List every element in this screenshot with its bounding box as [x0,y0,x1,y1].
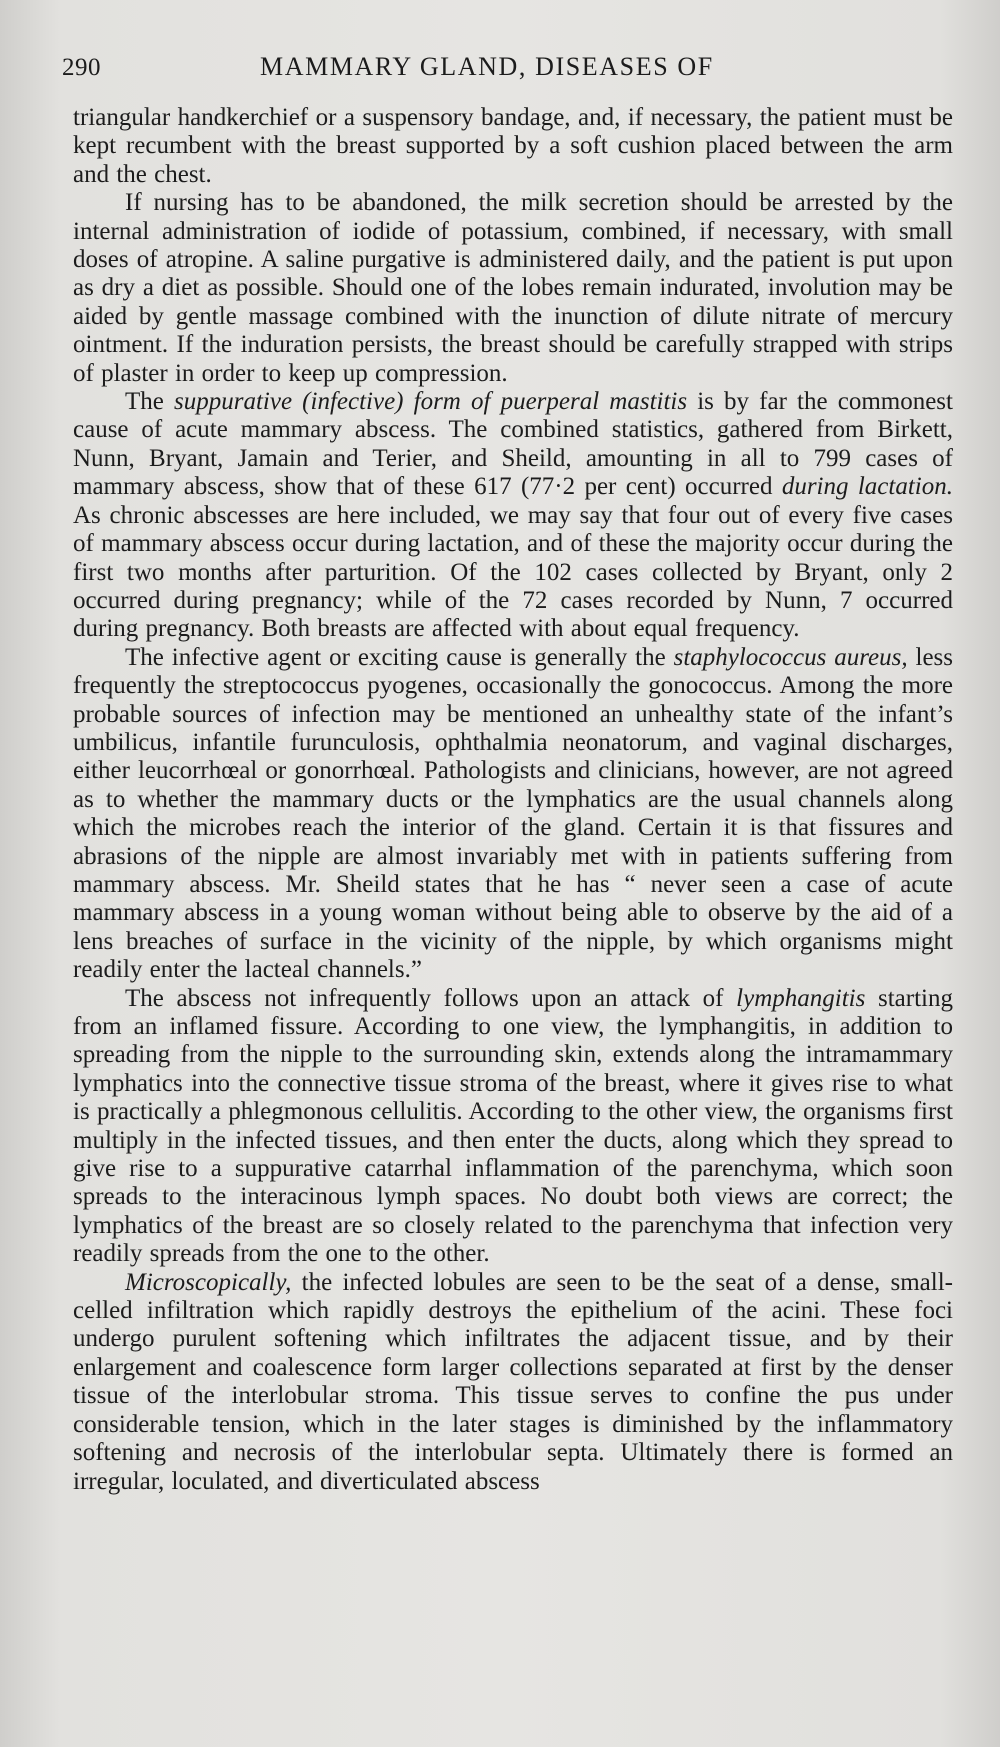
paragraph-treatment-support [73,104,953,189]
paragraph-text: starting from an inflamed fissure. According to one view, the lymphangitis, in addition to spreading from the nipple to the surrounding skin, extends along the intramammary lymphatics into the connective tissue stroma of the breast, where it gives rise to what is practically a phlegmonous cellulitis. According to the other view, the organisms first multiply in the infected tissues, and then enter the ducts, along which they spread to give rise to a suppurative catarrhal inflammation of the parenchyma, which soon spreads to the interacinous lymph spaces. No doubt both views are correct; the lymphatics of the breast are so closely related to the parenchyma that infection very readily spreads from the one to the other. [73,984,953,1268]
paragraph-text: The infective agent or exciting cause is generally the [125,643,674,671]
paragraph-text: the infected lobules are seen to be the seat of a dense, small-celled infiltration which rapidly destroys the epithelium of the acini. These foci undergo purulent softening which infiltrates the adjacent tissue, and by their enlargement and coalescence form larger collections separated at first by the denser tissue of the interlobular stroma. This tissue serves to confine the pus under considerable tension, which in the later stages is diminished by the inflammatory softening and necrosis of the interlobular septa. Ultimately there is formed an irregular, loculated, and diverticulated abscess [73,1268,953,1495]
page-header [62,46,960,86]
running-head: MAMMARY GLAND, DISEASES OF [260,52,714,81]
paragraph-text: If nursing has to be abandoned, the milk secretion should be arrested by the internal administration of iodide of potassium, combined, if necessary, with small doses of atropine. A saline purgative is administered daily, and the patient is put upon as dry a diet as possible. Should one of the lobes remain indurated, involution may be aided by gentle massage combined with the inunction of dilute nitrate of mercury ointment. If the induration persists, the breast should be carefully strapped with strips of plaster in order to keep up compression. [73,189,953,387]
paragraph-text: less frequently the streptococcus pyogenes, occasionally the gonococcus. Among the more probable sources of infection may be mentioned an unhealthy state of the infant’s umbilicus, infantile furunculosis, ophthalmia neonatorum, and vaginal discharges, either leucorrhœal or gonorrhœal. Pathologists and clinicians, however, are not agreed as to whether the mammary ducts or the lymphatics are the usual channels along which the microbes reach the interior of the gland. Certain it is that fissures and abrasions of the nipple are almost invariably met with in patients suffering from mammary abscess. Mr. Sheild states that he has “ never seen a case of acute mammary abscess in a young woman without being able to observe by the aid of a lens breaches of surface in the vicinity of the nipple, by which organisms might readily enter the lacteal channels.” [73,643,954,984]
paragraph-nursing-abandoned [73,189,953,388]
paragraph-lymphangitis [73,985,953,1269]
page-number: 290 [62,54,101,81]
paragraph-text: The abscess not infrequently follows upon an attack of [125,984,737,1012]
italic-term-during-lactation: during lactation. [781,473,953,501]
paragraph-text: triangular handkerchief or a suspensory bandage, and, if necessary, the patient must be kept recumbent with the breast supported by a soft cushion placed between the arm and the chest. [73,104,953,188]
italic-term-microscopically: Microscopically, [125,1268,292,1296]
italic-term-lymphangitis: lymphangitis [736,984,866,1012]
paragraph-text: As chronic abscesses are here included, we may say that four out of every five cases of mammary abscess occur during lactation, and of these the majority occur during the first two months after parturition. Of the 102 cases collected by Bryant, only 2 occurred during pregnancy; while of the 72 cases recorded by Nunn, 7 occurred during pregnancy. Both breasts are affected with about equal frequency. [73,501,953,643]
paragraph-suppurative-form [73,388,953,644]
italic-term-suppurative-mastitis: suppurative (infective) form of puerperal mastitis [174,388,688,416]
paragraph-microscopically [73,1269,953,1496]
body-text [73,104,953,1496]
italic-term-staphylococcus: staphylococcus aureus, [673,643,908,671]
paragraph-text: is by far the commonest cause of acute mammary abscess. The combined statistics, gathered from Birkett, Nunn, Bryant, Jamain and Terier, and Sheild, amounting in all to 799 cases of mammary abscess, show that of these 617 (77·2 per cent) occurred [73,388,953,501]
paragraph-infective-agent [73,644,953,985]
paragraph-text: The [125,388,174,416]
